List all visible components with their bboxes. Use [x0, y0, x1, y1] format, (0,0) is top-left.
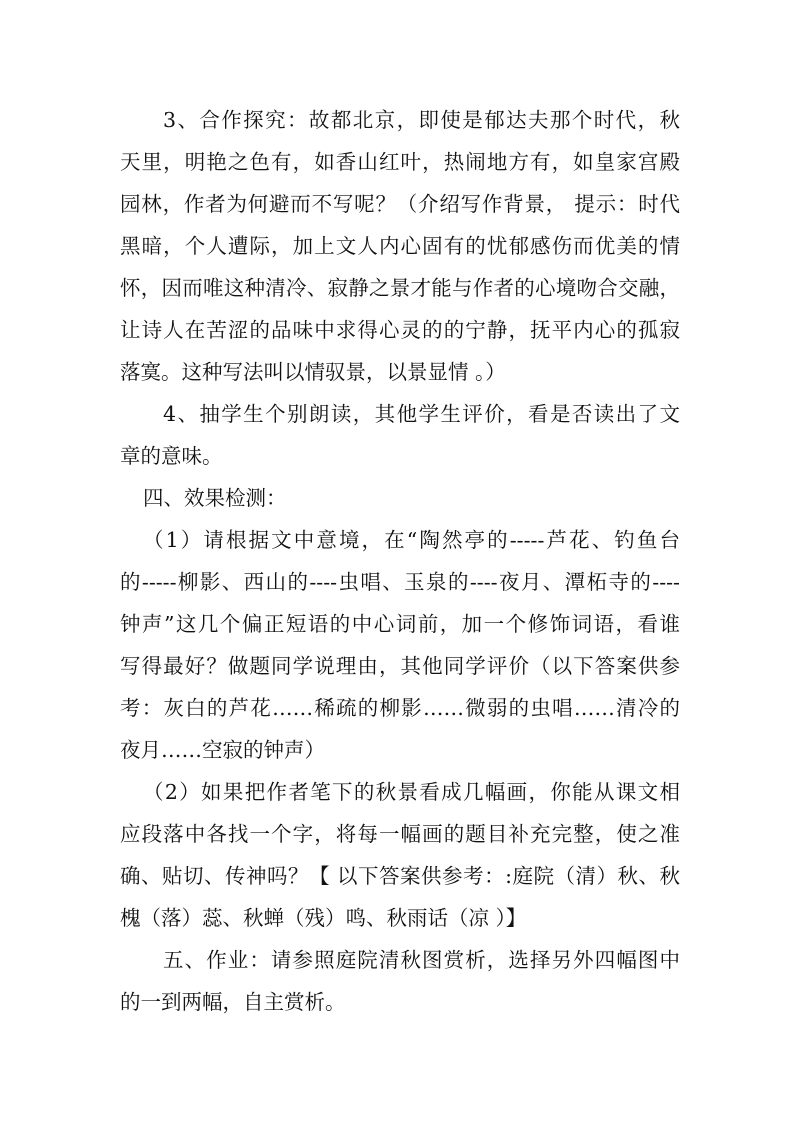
- text-line: 夜月……空寂的钟声）: [120, 738, 325, 762]
- text-line: 钟声”这几个偏正短语的中心词前，加一个修饰词语，看谁: [120, 612, 680, 636]
- section-heading: 四、效果检测：: [143, 486, 287, 510]
- text-line: 五、作业：请参照庭院清秋图赏析，选择另外四幅图中: [163, 948, 680, 972]
- text-line: 怀，因而唯这种清冷、寂静之景才能与作者的心境吻合交融，: [120, 276, 680, 300]
- text-line: 4、抽学生个别朗读，其他学生评价，看是否读出了文: [163, 402, 680, 426]
- text-line: 确、贴切、传神吗？【 以下答案供参考：:庭院（清）秋、秋: [120, 864, 680, 888]
- text-line: 园林，作者为何避而不写呢？（介绍写作背景， 提示：时代: [120, 192, 680, 216]
- text-line: 黑暗，个人遭际，加上文人内心固有的忧郁感伤而优美的情: [120, 234, 680, 258]
- text-line: 写得最好？做题同学说理由，其他同学评价（以下答案供参: [120, 654, 680, 678]
- text-line: 3、合作探究：故都北京，即使是郁达夫那个时代，秋: [163, 108, 680, 132]
- text-line: 槐（落）蕊、秋蝉（残）鸣、秋雨话（凉 ）】: [120, 906, 527, 930]
- text-line: （1）请根据文中意境，在“陶然亭的-----芦花、钓鱼台: [143, 528, 680, 552]
- text-line: （2）如果把作者笔下的秋景看成几幅画，你能从课文相: [143, 780, 680, 804]
- text-line: 考：灰白的芦花……稀疏的柳影……微弱的虫唱……清冷的: [120, 696, 680, 720]
- text-line: 应段落中各找一个字，将每一幅画的题目补充完整，使之准: [120, 822, 680, 846]
- text-line: 让诗人在苦涩的品味中求得心灵的的宁静，抚平内心的孤寂: [120, 318, 680, 342]
- text-line: 落寞。这种写法叫以情驭景，以景显情 。）: [120, 360, 506, 384]
- text-line: 的一到两幅，自主赏析。: [120, 990, 346, 1014]
- text-line: 天里，明艳之色有，如香山红叶，热闹地方有，如皇家宫殿: [120, 150, 680, 174]
- text-line: 的-----柳影、西山的----虫唱、玉泉的----夜月、潭柘寺的----: [120, 570, 680, 594]
- text-line: 章的意味。: [120, 444, 223, 468]
